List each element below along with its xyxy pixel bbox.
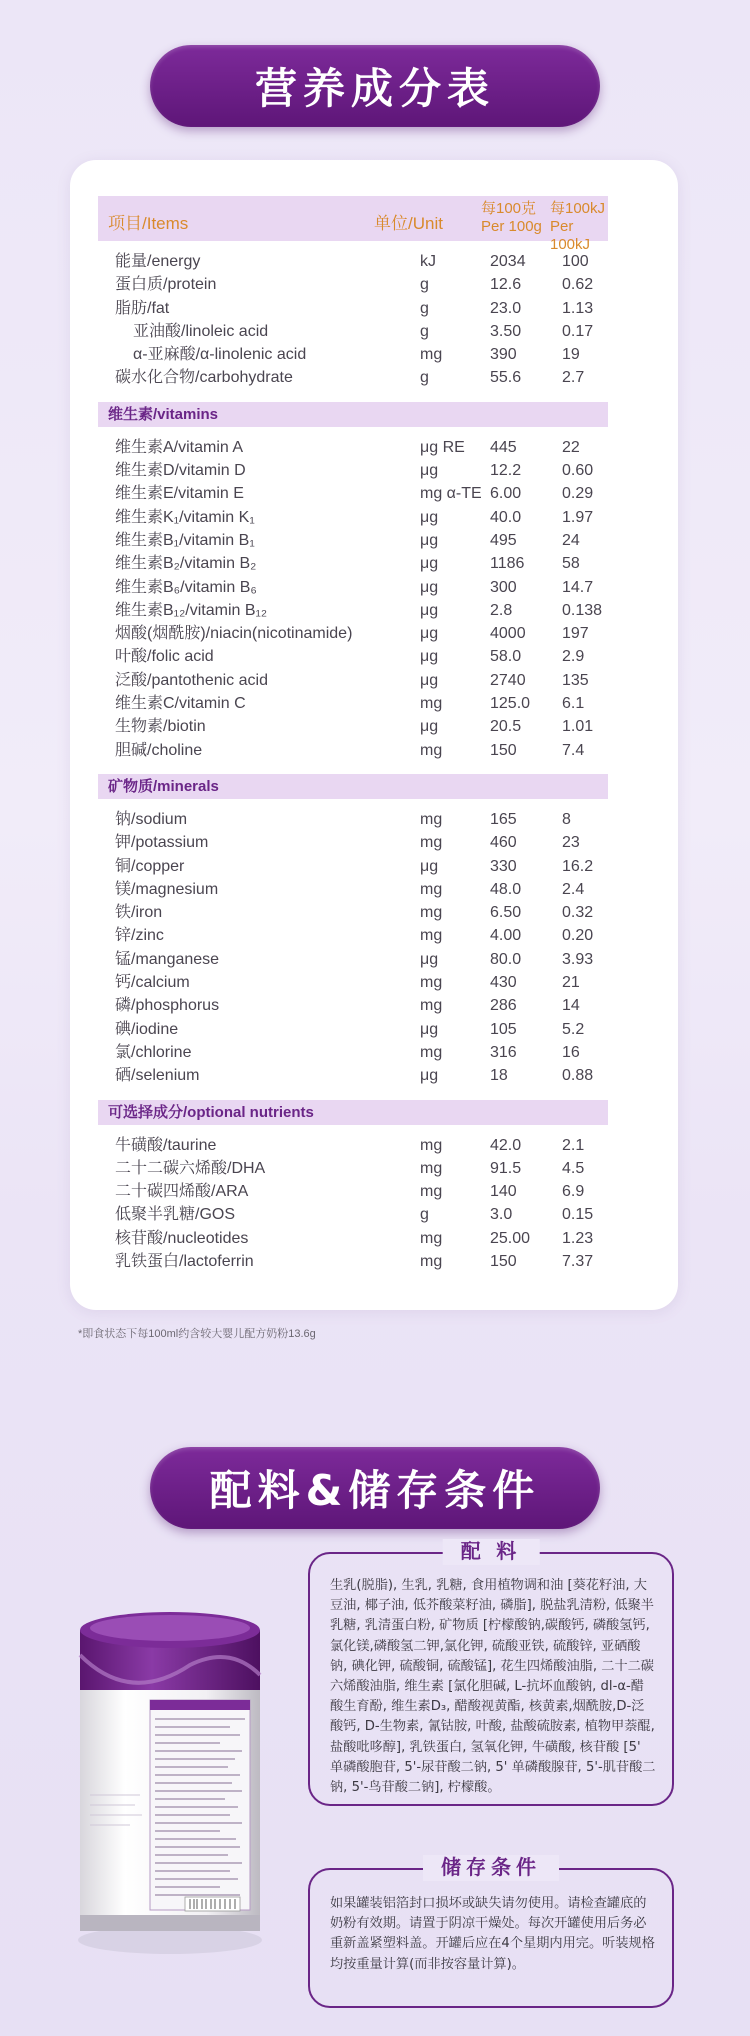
nutrient-name: 乳铁蛋白/lactoferrin — [115, 1252, 254, 1270]
nutrient-name: 牛磺酸/taurine — [115, 1136, 217, 1154]
nutrient-unit: g — [420, 322, 429, 340]
nutrient-unit: mg — [420, 927, 443, 945]
nutrient-name: 碘/iodine — [115, 1020, 179, 1038]
table-row — [98, 645, 608, 668]
value-per-100kj: 0.138 — [562, 601, 603, 619]
table-row — [98, 459, 608, 482]
value-per-100g: 6.50 — [490, 904, 522, 922]
value-per-100g: 2740 — [490, 671, 526, 689]
nutrient-unit: μg — [420, 718, 439, 736]
value-per-100kj: 100 — [562, 253, 589, 270]
table-row — [98, 250, 608, 273]
nutrient-unit: μg — [420, 531, 439, 549]
value-per-100kj: 7.37 — [562, 1252, 594, 1270]
table-row — [98, 1227, 608, 1250]
table-row — [98, 436, 608, 459]
value-per-100kj: 2.9 — [562, 648, 585, 666]
value-per-100g: 4000 — [490, 625, 526, 643]
nutrient-unit: mg — [420, 997, 443, 1015]
nutrient-unit: μg — [420, 555, 439, 573]
nutrient-name: 二十二碳六烯酸/DHA — [115, 1159, 266, 1177]
value-per-100g: 2.8 — [490, 601, 513, 619]
value-per-100kj: 0.17 — [562, 322, 594, 340]
value-per-100g: 6.00 — [490, 485, 522, 503]
nutrient-unit: mg — [420, 1229, 443, 1247]
value-per-100kj: 0.32 — [562, 904, 594, 922]
nutrient-unit: μg — [420, 508, 439, 526]
nutrient-unit: mg — [420, 1043, 443, 1061]
nutrient-unit: mg — [420, 810, 443, 828]
value-per-100kj: 14.7 — [562, 578, 594, 596]
nutrient-unit: μg — [420, 1067, 439, 1085]
value-per-100g: 150 — [490, 1252, 517, 1270]
table-row — [98, 297, 608, 320]
nutrient-name: 钠/sodium — [115, 810, 188, 828]
value-per-100g: 140 — [490, 1183, 517, 1201]
nutrient-name: 维生素B₁₂/vitamin B₁₂ — [115, 601, 268, 619]
ingredients-box — [308, 1541, 674, 1806]
nutrient-unit: kJ — [420, 253, 436, 270]
table-row — [98, 878, 608, 901]
nutrient-name: 锌/zinc — [115, 927, 164, 945]
nutrient-name: 锰/manganese — [115, 950, 220, 968]
value-per-100g: 495 — [490, 531, 517, 549]
value-per-100g: 300 — [490, 578, 517, 596]
value-per-100g: 3.0 — [490, 1206, 513, 1224]
nutrient-name: α-亚麻酸/α-linolenic acid — [133, 346, 307, 364]
nutrient-name: 铜/copper — [115, 857, 185, 875]
value-per-100g: 25.00 — [490, 1229, 531, 1247]
value-per-100kj: 1.13 — [562, 299, 594, 317]
value-per-100g: 105 — [490, 1020, 517, 1038]
nutrient-name: 胆碱/choline — [115, 741, 203, 759]
table-row — [98, 599, 608, 622]
value-per-100kj: 58 — [562, 555, 580, 573]
value-per-100kj: 0.20 — [562, 927, 594, 945]
table-header — [98, 196, 608, 253]
nutrient-name: 维生素B₁/vitamin B₁ — [115, 531, 255, 549]
value-per-100g: 12.6 — [490, 276, 522, 294]
value-per-100g: 58.0 — [490, 648, 522, 666]
table-row — [98, 994, 608, 1017]
table-row — [98, 924, 608, 947]
nutrient-name: 钾/potassium — [115, 834, 209, 852]
nutrition-title: 营养成分表 — [150, 45, 600, 127]
nutrient-name: 核苷酸/nucleotides — [115, 1229, 249, 1247]
nutrient-name: 维生素B₂/vitamin B₂ — [115, 555, 257, 573]
nutrient-unit: mg α-TE — [420, 485, 482, 503]
value-per-100kj: 0.29 — [562, 485, 594, 503]
section-optional: 可选择成分/optional nutrients — [98, 1100, 608, 1125]
nutrient-name: 生物素/biotin — [115, 718, 206, 736]
value-per-100g: 18 — [490, 1067, 508, 1085]
nutrient-unit: g — [420, 1206, 429, 1224]
table-row — [98, 622, 608, 645]
value-per-100kj: 23 — [562, 834, 580, 852]
basic-group — [98, 241, 608, 402]
table-row — [98, 715, 608, 738]
nutrient-unit: μg — [420, 601, 439, 619]
nutrient-name: 亚油酸/linoleic acid — [133, 322, 269, 340]
ingredients-text: 生乳(脱脂), 生乳, 乳糖, 食用植物调和油 [葵花籽油, 大豆油, 椰子油, 低芥酸菜籽油, 磷脂], 脱盐乳清粉, 低聚半乳糖, 乳清蛋白粉, 矿物质 [柠檬酸钠,碳酸钙, 磷酸氢钙,氯化镁,磷酸氢二钾,氯化钾, 硫酸亚铁, 硫酸锌, 亚硒酸钠, 碘化钾, 硫酸铜, 硫酸锰], 花生四烯酸油脂, 二十二碳六烯酸油脂, 维生素 [氯化胆碱, L-抗坏血酸钠, dl-α-醋酸生育酚, 维生素D₃, 醋酸视黄酯, 核黄素,烟酰胺,D-泛酸钙, D-生物素, 氰钴胺, 叶酸, 盐酸硫胺素, 植物甲萘醌, 盐酸吡哆醇], 乳铁蛋白, 氢氧化钾, 牛磺酸, 核苷酸 [5' 单磷酸胞苷, 5'-尿苷酸二钠, 5' 单磷酸腺苷, 5'-肌苷酸二钠, 5'-鸟苷酸二钠], 柠檬酸。 — [330, 1578, 656, 1796]
value-per-100kj: 22 — [562, 438, 580, 456]
value-per-100kj: 8 — [562, 810, 571, 828]
nutrient-unit: μg RE — [420, 438, 465, 456]
nutrient-name: 蛋白质/protein — [115, 276, 217, 294]
value-per-100kj: 1.23 — [562, 1229, 594, 1247]
table-row — [98, 1180, 608, 1203]
storage-text: 如果罐装铝箔封口损坏或缺失请勿使用。请检查罐底的奶粉有效期。请置于阴凉干燥处。每次开罐使用后务必重新盖紧塑料盖。开罐后应在4个星期内用完。听装规格均按重量计算(而非按容量计算)。 — [330, 1896, 655, 1972]
value-per-100kj: 6.1 — [562, 695, 585, 713]
table-row — [98, 948, 608, 971]
nutrient-name: 维生素B₆/vitamin B₆ — [115, 578, 257, 596]
vitamins-group — [98, 427, 608, 774]
table-row — [98, 1203, 608, 1226]
header-items: 项目/Items — [108, 214, 189, 233]
value-per-100kj: 19 — [562, 346, 580, 364]
value-per-100g: 3.50 — [490, 322, 522, 340]
value-per-100kj: 3.93 — [562, 950, 594, 968]
value-per-100kj: 14 — [562, 997, 580, 1015]
nutrient-unit: μg — [420, 857, 439, 875]
nutrient-name: 氯/chlorine — [115, 1043, 192, 1061]
value-per-100g: 1186 — [490, 555, 525, 573]
value-per-100kj: 4.5 — [562, 1159, 585, 1177]
nutrient-name: 二十碳四烯酸/ARA — [115, 1183, 249, 1201]
nutrient-unit: mg — [420, 1136, 443, 1154]
nutrient-unit: mg — [420, 904, 443, 922]
table-row — [98, 366, 608, 389]
value-per-100g: 12.2 — [490, 462, 522, 480]
value-per-100g: 316 — [490, 1043, 517, 1061]
value-per-100g: 2034 — [490, 253, 526, 270]
nutrient-unit: g — [420, 299, 429, 317]
section-minerals: 矿物质/minerals — [98, 774, 608, 799]
nutrient-unit: μg — [420, 578, 439, 596]
value-per-100kj: 0.15 — [562, 1206, 594, 1224]
value-per-100g: 460 — [490, 834, 517, 852]
value-per-100g: 445 — [490, 438, 517, 456]
section-vitamins: 维生素/vitamins — [98, 402, 608, 427]
header-per100kj: 每100kJ Per 100kJ — [550, 200, 606, 253]
value-per-100g: 390 — [490, 346, 517, 364]
nutrient-name: 维生素A/vitamin A — [115, 438, 244, 456]
table-row — [98, 739, 608, 762]
table-row — [98, 1157, 608, 1180]
nutrient-unit: g — [420, 276, 429, 294]
nutrient-name: 脂肪/fat — [115, 299, 170, 317]
table-row — [98, 808, 608, 831]
value-per-100g: 40.0 — [490, 508, 522, 526]
value-per-100g: 42.0 — [490, 1136, 522, 1154]
nutrient-name: 能量/energy — [115, 253, 201, 270]
nutrient-unit: mg — [420, 974, 443, 992]
table-row — [98, 669, 608, 692]
nutrient-name: 硒/selenium — [115, 1067, 200, 1085]
value-per-100kj: 16.2 — [562, 857, 594, 875]
table-row — [98, 273, 608, 296]
table-row — [98, 971, 608, 994]
value-per-100g: 20.5 — [490, 718, 522, 736]
optional-group — [98, 1125, 608, 1286]
table-row — [98, 552, 608, 575]
nutrient-name: 钙/calcium — [115, 974, 190, 992]
value-per-100g: 4.00 — [490, 927, 522, 945]
value-per-100g: 48.0 — [490, 880, 522, 898]
nutrient-unit: mg — [420, 1159, 443, 1177]
nutrient-unit: mg — [420, 346, 443, 364]
storage-title: 储存条件 — [423, 1855, 559, 1881]
table-row — [98, 343, 608, 366]
table-row — [98, 482, 608, 505]
table-row — [98, 320, 608, 343]
table-row — [98, 855, 608, 878]
value-per-100kj: 7.4 — [562, 741, 585, 759]
value-per-100kj: 6.9 — [562, 1183, 585, 1201]
nutrition-card — [70, 160, 678, 1310]
nutrient-unit: μg — [420, 625, 439, 643]
ingredients-storage-title: 配料&储存条件 — [150, 1447, 600, 1529]
nutrient-unit: μg — [420, 950, 439, 968]
nutrient-unit: mg — [420, 695, 443, 713]
nutrient-name: 碳水化合物/carbohydrate — [115, 369, 293, 387]
table-row — [98, 576, 608, 599]
table-row — [98, 1064, 608, 1087]
nutrient-unit: mg — [420, 1183, 443, 1201]
value-per-100kj: 0.62 — [562, 276, 594, 294]
nutrient-name: 烟酸(烟酰胺)/niacin(nicotinamide) — [115, 625, 353, 643]
nutrient-unit: μg — [420, 462, 439, 480]
value-per-100kj: 24 — [562, 531, 580, 549]
header-unit: 单位/Unit — [374, 214, 443, 233]
table-row — [98, 1134, 608, 1157]
nutrient-name: 低聚半乳糖/GOS — [115, 1206, 236, 1224]
footnote: *即食状态下每100ml约含较大婴儿配方奶粉13.6g — [78, 1328, 316, 1340]
nutrient-name: 泛酸/pantothenic acid — [115, 671, 268, 689]
value-per-100kj: 21 — [562, 974, 580, 992]
table-row — [98, 831, 608, 854]
value-per-100kj: 2.1 — [562, 1136, 585, 1154]
value-per-100g: 80.0 — [490, 950, 522, 968]
nutrient-unit: mg — [420, 741, 443, 759]
value-per-100kj: 2.7 — [562, 369, 585, 387]
value-per-100kj: 2.4 — [562, 880, 585, 898]
table-row — [98, 506, 608, 529]
table-row — [98, 529, 608, 552]
value-per-100g: 150 — [490, 741, 517, 759]
product-can-image — [70, 1595, 270, 1965]
nutrient-name: 磷/phosphorus — [115, 997, 220, 1015]
nutrient-unit: μg — [420, 671, 439, 689]
value-per-100g: 125.0 — [490, 695, 531, 713]
value-per-100kj: 1.01 — [562, 718, 594, 736]
nutrient-unit: μg — [420, 1020, 439, 1038]
value-per-100kj: 5.2 — [562, 1020, 585, 1038]
value-per-100g: 55.6 — [490, 369, 522, 387]
value-per-100kj: 1.97 — [562, 508, 594, 526]
value-per-100kj: 0.60 — [562, 462, 594, 480]
nutrient-unit: μg — [420, 648, 439, 666]
nutrient-unit: mg — [420, 880, 443, 898]
nutrient-name: 维生素D/vitamin D — [115, 462, 246, 480]
value-per-100g: 286 — [490, 997, 517, 1015]
value-per-100g: 330 — [490, 857, 517, 875]
value-per-100kj: 16 — [562, 1043, 580, 1061]
table-row — [98, 1041, 608, 1064]
nutrient-unit: g — [420, 369, 429, 387]
ingredients-title: 配 料 — [443, 1539, 540, 1565]
nutrient-name: 维生素C/vitamin C — [115, 695, 246, 713]
value-per-100g: 23.0 — [490, 299, 522, 317]
table-row — [98, 901, 608, 924]
value-per-100g: 165 — [490, 810, 517, 828]
nutrient-name: 镁/magnesium — [115, 880, 219, 898]
minerals-group — [98, 799, 608, 1100]
nutrient-name: 铁/iron — [115, 904, 163, 922]
table-row — [98, 692, 608, 715]
table-row — [98, 1018, 608, 1041]
nutrient-name: 叶酸/folic acid — [115, 648, 214, 666]
nutrient-unit: mg — [420, 1252, 443, 1270]
value-per-100kj: 0.88 — [562, 1067, 594, 1085]
value-per-100kj: 135 — [562, 671, 589, 689]
nutrition-table — [98, 196, 608, 1285]
value-per-100g: 430 — [490, 974, 517, 992]
table-row — [98, 1250, 608, 1273]
value-per-100g: 91.5 — [490, 1159, 522, 1177]
nutrient-name: 维生素E/vitamin E — [115, 485, 244, 503]
value-per-100kj: 197 — [562, 625, 589, 643]
nutrient-unit: mg — [420, 834, 443, 852]
header-per100g: 每100克 Per 100g — [481, 200, 542, 235]
storage-box — [308, 1857, 674, 2008]
nutrient-name: 维生素K₁/vitamin K₁ — [115, 508, 255, 526]
